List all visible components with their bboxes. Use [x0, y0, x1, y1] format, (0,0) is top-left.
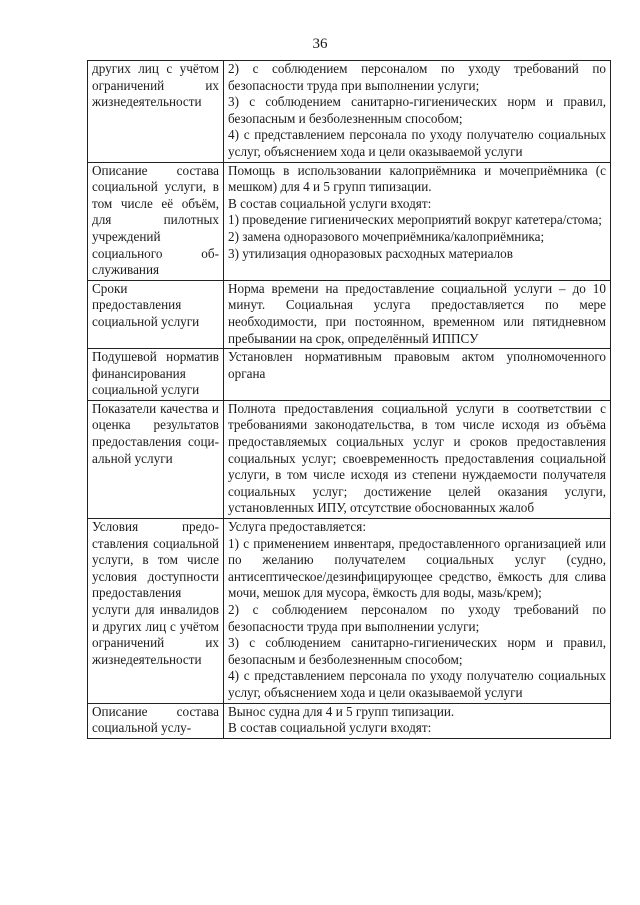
row-content — [224, 162, 611, 280]
table-row — [88, 162, 611, 280]
content-line: Услуга предоставляется: — [228, 519, 366, 535]
row-content — [224, 349, 611, 401]
content-line: Помощь в использовании калоприёмника и мочеприёмника (с мешком) для 4 и 5 групп типизации. — [228, 162, 606, 195]
service-description-table — [87, 60, 611, 739]
content-line: 2) с соблюдением персоналом по уходу требований по безопасности труда при выполнении услуги; — [228, 61, 606, 93]
content-line: Полнота предоставления социальной услуги в соответствии с требованиями законодательства, в том числе исходя из объёма предоставляемых социальных услуг и сроков предоставления социальных услуг; своевременность предоставления социальной услуги, в том числе исходя из степени нуждаемости получателя социальных услуг; достижение целей оказания услуги, установленных ИПУ, отсутствие обоснованных жалоб — [228, 400, 606, 516]
row-label: Описание состава социальной услу- — [88, 703, 224, 738]
row-label: Показатели качества и оценка результатов предоставления социальной услуги — [88, 400, 224, 518]
row-label: Сроки предоставления социальной услуги — [88, 280, 224, 348]
row-label: других лиц с учётом ограничений их жизнедеятельности — [88, 61, 224, 163]
content-line: Установлен нормативным правовым актом уполномоченного органа — [228, 349, 606, 381]
content-line: 3) с соблюдением санитарно-гигиенических норм и правил, безопасным и безболезненным способом; — [228, 635, 606, 667]
content-line: 2) замена одноразового мочеприёмника/калоприёмника; — [228, 228, 545, 244]
page-number: 36 — [312, 36, 328, 52]
content-line: 2) с соблюдением персоналом по уходу требований по безопасности труда при выполнении услуги; — [228, 602, 606, 634]
table-row — [88, 400, 611, 518]
table-row — [88, 280, 611, 348]
row-label: Описание состава социальной услуги, в том числе её объём, для пилотных учреждений социального обслуживания — [88, 162, 224, 280]
table-row — [88, 61, 611, 163]
row-content — [224, 519, 611, 704]
content-line: 3) с соблюдением санитарно-гигиенических норм и правил, безопасным и безболезненным способом; — [228, 94, 606, 126]
row-content — [224, 61, 611, 163]
row-label: Условия предоставления социальной услуги, в том числе условия доступности предоставления услуги для инвалидов и других лиц с учётом ограничений их жизнедеятельности — [88, 519, 224, 704]
content-line: 4) с представлением персонала по уходу получателю социальных услуг, объяснением хода и цели оказываемой услуги — [228, 127, 606, 159]
table-row — [88, 519, 611, 704]
content-line: 1) с применением инвентаря, предоставленного организацией или по желанию получателем социальных услуг (судно, антисептическое/дезинфицирующее средство, ёмкость для слива мочи, мешок для мусора, ёмкость для воды, мазь/крем); — [228, 535, 606, 601]
content-line: В состав социальной услуги входят: — [228, 720, 432, 736]
row-content — [224, 703, 611, 738]
row-content — [224, 400, 611, 518]
row-content — [224, 280, 611, 348]
content-line: В состав социальной услуги входят: — [228, 195, 432, 211]
content-line: 1) проведение гигиенических мероприятий вокруг катетера/стома; — [228, 212, 602, 228]
content-line: 3) утилизация одноразовых расходных материалов — [228, 245, 513, 261]
table-row — [88, 703, 611, 738]
table-row — [88, 349, 611, 401]
content-line: 4) с представлением персонала по уходу получателю социальных услуг, объяснением хода и цели оказываемой услуги — [228, 668, 606, 700]
content-line: Вынос судна для 4 и 5 групп типизации. — [228, 703, 455, 719]
content-line: Норма времени на предоставление социальной услуги – до 10 минут. Социальная услуга предоставляется по мере необходимости, при постоянном, временном или пятидневном пребывании на срок, определённый ИППСУ — [228, 280, 606, 346]
row-label: Подушевой норматив финансирования социальной услуги — [88, 349, 224, 401]
